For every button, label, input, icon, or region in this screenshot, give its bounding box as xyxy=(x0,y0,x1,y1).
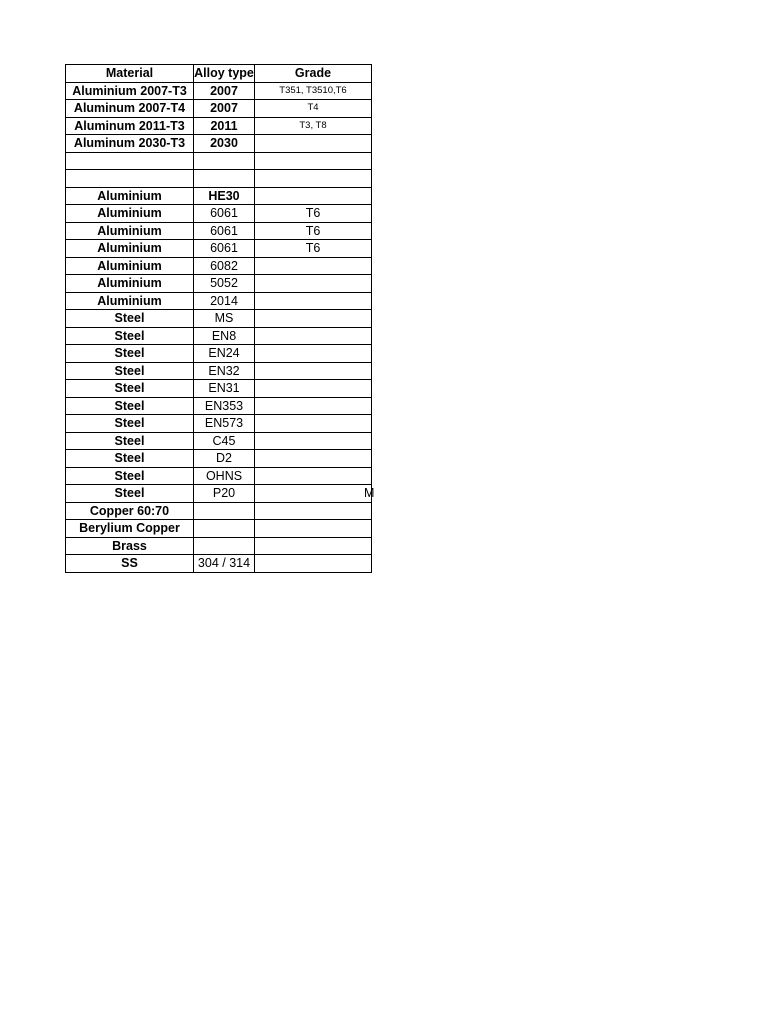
table-row xyxy=(66,502,372,520)
grade-cell[interactable] xyxy=(255,397,372,415)
alloy-type-cell[interactable]: EN8 xyxy=(194,327,255,345)
alloy-type-cell[interactable]: P20 xyxy=(194,485,255,503)
grade-cell[interactable] xyxy=(255,432,372,450)
material-cell[interactable]: Steel xyxy=(66,432,194,450)
grade-cell[interactable] xyxy=(255,502,372,520)
grade-cell[interactable] xyxy=(255,537,372,555)
table-row xyxy=(66,240,372,258)
grade-cell[interactable] xyxy=(255,117,372,135)
material-cell[interactable] xyxy=(66,170,194,188)
material-cell[interactable]: Aluminium xyxy=(66,275,194,293)
table-row xyxy=(66,520,372,538)
grade-text: T6 xyxy=(305,223,321,238)
alloy-type-cell[interactable] xyxy=(194,170,255,188)
header-grade: Grade xyxy=(255,65,372,83)
table-row xyxy=(66,100,372,118)
grade-cell[interactable] xyxy=(255,380,372,398)
material-cell[interactable]: Aluminium xyxy=(66,240,194,258)
grade-cell[interactable] xyxy=(255,187,372,205)
grade-text: T6 xyxy=(305,206,321,221)
grade-cell[interactable] xyxy=(255,450,372,468)
material-cell[interactable]: Steel xyxy=(66,485,194,503)
table-row xyxy=(66,187,372,205)
alloy-type-cell[interactable]: 2007 xyxy=(194,100,255,118)
material-cell[interactable]: SS xyxy=(66,555,194,573)
material-cell[interactable]: Aluminum 2007-T4 xyxy=(66,100,194,118)
alloy-type-cell[interactable]: 304 / 314 xyxy=(194,555,255,573)
grade-cell[interactable] xyxy=(255,520,372,538)
grade-cell[interactable] xyxy=(255,222,372,240)
material-cell[interactable]: Steel xyxy=(66,362,194,380)
grade-text: T4 xyxy=(307,102,319,114)
alloy-type-cell[interactable]: 6061 xyxy=(194,240,255,258)
alloy-type-cell[interactable]: 2011 xyxy=(194,117,255,135)
alloy-type-cell[interactable] xyxy=(194,520,255,538)
material-cell[interactable]: Aluminium 2007-T3 xyxy=(66,82,194,100)
table-row xyxy=(66,310,372,328)
table-row xyxy=(66,275,372,293)
header-alloy-type: Alloy type xyxy=(194,66,254,81)
table-row xyxy=(66,222,372,240)
table-row xyxy=(66,467,372,485)
grade-cell[interactable] xyxy=(255,100,372,118)
table-row xyxy=(66,345,372,363)
alloy-type-cell[interactable] xyxy=(194,537,255,555)
material-cell[interactable]: Steel xyxy=(66,310,194,328)
alloy-type-cell[interactable]: 5052 xyxy=(194,275,255,293)
table-row xyxy=(66,380,372,398)
alloy-type-cell[interactable]: HE30 xyxy=(194,187,255,205)
material-cell[interactable] xyxy=(66,152,194,170)
grade-cell[interactable] xyxy=(255,135,372,153)
alloy-type-cell[interactable]: 6082 xyxy=(194,257,255,275)
grade-cell[interactable] xyxy=(255,555,372,573)
material-cell[interactable]: Steel xyxy=(66,415,194,433)
table-row xyxy=(66,292,372,310)
grade-cell[interactable] xyxy=(255,82,372,100)
grade-cell[interactable] xyxy=(255,485,375,503)
alloy-type-cell[interactable]: 2030 xyxy=(194,135,255,153)
table-row xyxy=(66,82,372,100)
material-cell[interactable]: Aluminium xyxy=(66,222,194,240)
material-cell[interactable]: Steel xyxy=(66,327,194,345)
material-cell[interactable]: Steel xyxy=(66,450,194,468)
grade-cell[interactable] xyxy=(255,257,372,275)
alloy-type-cell[interactable]: EN353 xyxy=(194,397,255,415)
header-material: Material xyxy=(66,65,194,83)
grade-text: T351, T3510,T6 xyxy=(279,84,347,96)
table-row xyxy=(66,397,372,415)
grade-cell[interactable] xyxy=(255,362,372,380)
table-row xyxy=(66,117,372,135)
alloy-type-cell[interactable]: EN31 xyxy=(194,380,255,398)
table-row xyxy=(66,135,372,153)
grade-cell[interactable] xyxy=(255,240,372,258)
grade-cell[interactable] xyxy=(255,170,372,188)
grade-cell[interactable] xyxy=(255,275,372,293)
table-row xyxy=(66,450,372,468)
alloy-type-cell[interactable]: OHNS xyxy=(194,467,255,485)
material-cell[interactable]: Aluminium xyxy=(66,292,194,310)
alloy-type-cell[interactable]: D2 xyxy=(194,450,255,468)
header-row xyxy=(66,65,372,83)
alloy-type-cell[interactable]: 2014 xyxy=(194,292,255,310)
material-cell[interactable]: Brass xyxy=(66,537,194,555)
table-row xyxy=(66,362,372,380)
table-row xyxy=(66,257,372,275)
alloy-type-cell[interactable]: 6061 xyxy=(194,222,255,240)
grade-cell[interactable] xyxy=(255,415,372,433)
grade-text: T6 xyxy=(305,241,321,256)
grade-cell[interactable] xyxy=(255,467,372,485)
material-cell[interactable]: Aluminum 2011-T3 xyxy=(66,117,194,135)
grade-cell[interactable] xyxy=(255,152,372,170)
material-cell[interactable]: Copper 60:70 xyxy=(66,502,194,520)
material-cell[interactable]: Aluminium xyxy=(66,205,194,223)
material-cell[interactable]: Aluminium xyxy=(66,257,194,275)
table-row xyxy=(66,555,372,573)
material-cell[interactable]: Berylium Copper xyxy=(66,520,194,538)
table-row xyxy=(66,170,372,188)
alloy-type-cell[interactable]: 6061 xyxy=(194,205,255,223)
alloy-type-cell[interactable]: C45 xyxy=(194,432,255,450)
grade-text: T3, T8 xyxy=(299,119,327,131)
materials-table xyxy=(65,64,375,573)
table-row xyxy=(66,432,372,450)
grade-cell[interactable] xyxy=(255,205,372,223)
alloy-type-cell[interactable] xyxy=(194,502,255,520)
material-cell[interactable]: Aluminum 2030-T3 xyxy=(66,135,194,153)
alloy-type-cell[interactable] xyxy=(194,152,255,170)
alloy-type-cell[interactable]: EN24 xyxy=(194,345,255,363)
table-row xyxy=(66,205,372,223)
table-row xyxy=(66,327,372,345)
grade-cell[interactable] xyxy=(255,292,372,310)
grade-cell[interactable] xyxy=(255,327,372,345)
overflow-text: M xyxy=(364,486,375,500)
material-cell[interactable]: Steel xyxy=(66,345,194,363)
alloy-type-cell[interactable]: MS xyxy=(194,310,255,328)
table-row xyxy=(66,485,372,503)
material-cell[interactable]: Steel xyxy=(66,467,194,485)
alloy-type-cell[interactable]: EN573 xyxy=(194,415,255,433)
alloy-type-cell[interactable]: EN32 xyxy=(194,362,255,380)
grade-cell[interactable] xyxy=(255,345,372,363)
table-row xyxy=(66,415,372,433)
grade-cell[interactable] xyxy=(255,310,372,328)
material-cell[interactable]: Steel xyxy=(66,397,194,415)
table-row xyxy=(66,152,372,170)
alloy-type-cell[interactable]: 2007 xyxy=(194,82,255,100)
material-cell[interactable]: Steel xyxy=(66,380,194,398)
material-cell[interactable]: Aluminium xyxy=(66,187,194,205)
table-row xyxy=(66,537,372,555)
